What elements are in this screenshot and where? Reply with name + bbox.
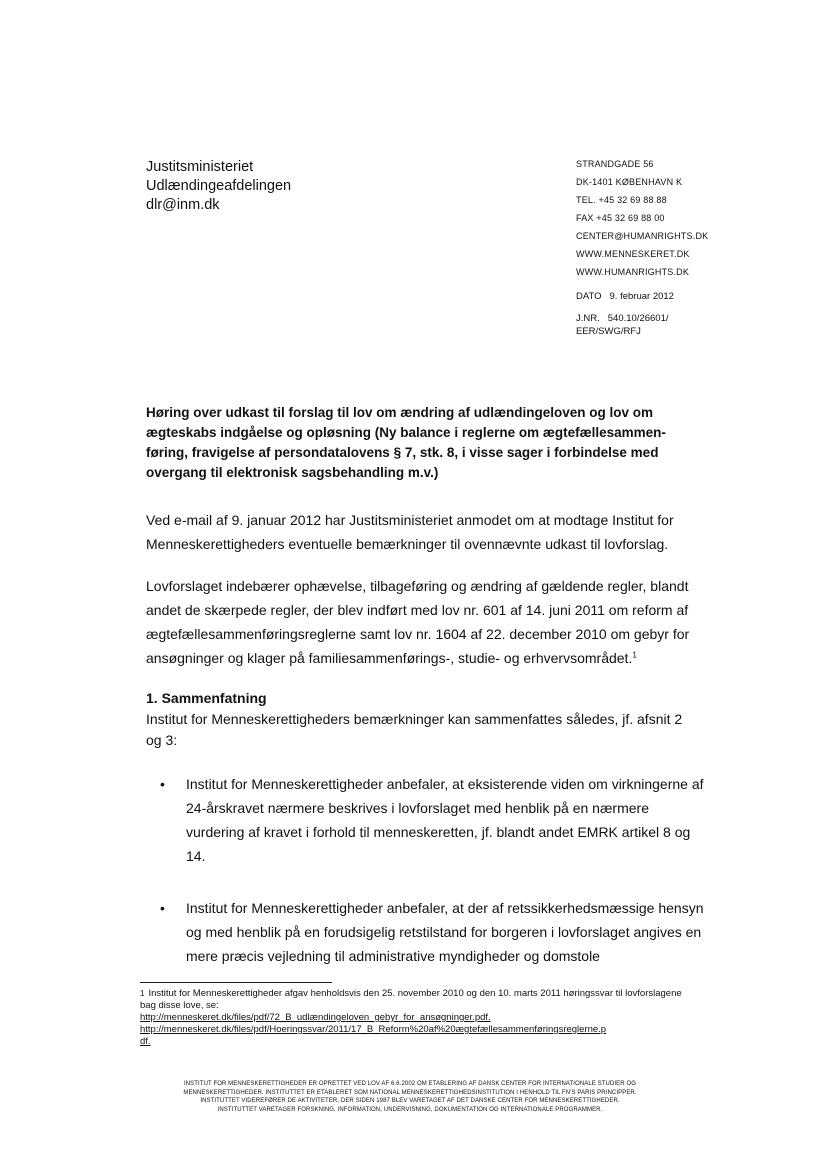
footnote-divider — [140, 982, 332, 983]
footer-line: INSTITUTTET VIDEREFØRER DE AKTIVITETER, DER SIDEN 1987 BLEV VARETAGET AF DET DANSKE CENTER FOR MENNESKERETTIGHEDER. — [200, 1098, 620, 1104]
footnote — [140, 988, 700, 1048]
date-row — [576, 290, 674, 303]
footnote-text: Institut for Menneskerettigheder afgav henholdsvis den 25. november 2010 og den 10. marts 2011 høringssvar til lovforslagene bag disse love, se: — [140, 988, 682, 1011]
section-intro: Institut for Menneskerettigheders bemærkninger kan sammenfattes således, jf. afsnit 2 og 3: — [146, 711, 683, 748]
sender-line: TEL. +45 32 69 88 88 — [576, 195, 667, 205]
recipient-line: Justitsministeriet — [146, 159, 254, 175]
sender-line: STRANDGADE 56 — [576, 159, 654, 169]
footer-line: INSTITUTTET VARETAGER FORSKNING, INFORMATION, UNDERVISNING, DOKUMENTATION OG INTERNATIONALE PROGRAMMER. — [217, 1106, 603, 1113]
date-label: DATO — [576, 291, 602, 302]
footnote-link-2-continued[interactable]: df. — [140, 1036, 151, 1047]
footnote-link-1[interactable]: http://menneskeret.dk/files/pdf/72_B_udlændingeloven_gebyr_for_ansøgninger.pdf. — [140, 1012, 491, 1023]
letter-subject: Høring over udkast til forslag til lov om ændring af udlændingeloven og lov om ægteskabs indgåelse og opløsning (Ny balance i reglerne om ægtefællesammen-føring, fravigelse af persondatalovens § 7, stk. 8, i visse sager i forbindelse med overgang til elektronisk sagsbehandling m.v.) — [146, 405, 666, 480]
sender-line: WWW.MENNESKERET.DK — [576, 249, 690, 259]
footnote-ref: 1 — [632, 650, 637, 660]
recipient-line: Udlændingeafdelingen — [146, 178, 292, 194]
sender-line: CENTER@HUMANRIGHTS.DK — [576, 231, 709, 241]
recipient-address — [146, 158, 291, 215]
page-footer — [140, 1080, 680, 1114]
recipient-email: dlr@inm.dk — [146, 197, 220, 213]
paragraph-background — [146, 574, 691, 670]
list-item — [146, 896, 706, 968]
section-heading: 1. Sammenfatning — [146, 690, 267, 706]
paragraph-text: Lovforslaget indebærer ophævelse, tilbageføring og ændring af gældende regler, blandt andet de skærpede regler, der blev indført med lov nr. 601 af 14. juni 2011 om reform af ægtefællesammenføringsreglerne samt lov nr. 1604 af 22. december 2010 om gebyr for ansøgninger og klager på familiesammenførings-, studie- og erhvervsområdet. — [146, 578, 690, 666]
footer-line: MENNESKERETTIGHEDER. INSTITUTTET ER ETABLERET SOM NATIONAL MENNESKERETTIGHEDSINSTITUTION I HENHOLD TIL FN'S PARIS PRINCIPPER. — [183, 1089, 637, 1096]
date-value: 9. februar 2012 — [609, 291, 674, 302]
bullet-icon: • — [160, 776, 165, 792]
summary-bullet-list — [146, 772, 706, 996]
list-item — [146, 772, 706, 868]
jnr-label: J.NR. — [576, 313, 600, 324]
footnote-body — [140, 988, 700, 1012]
sender-line: FAX +45 32 69 88 00 — [576, 213, 665, 223]
jnr-row — [576, 312, 674, 325]
footer-line: INSTITUT FOR MENNESKERETTIGHEDER ER OPRETTET VED LOV AF 6.6.2002 OM ETABLERING AF DANSK CENTER FOR INTERNATIONALE STUDIER OG — [183, 1081, 637, 1087]
paragraph-intro: Ved e-mail af 9. januar 2012 har Justitsministeriet anmodet om at modtage Institut for Menneskerettigheders eventuelle bemærkninger til ovennævnte udkast til lovforslag. — [146, 512, 674, 552]
letter-meta — [576, 290, 674, 338]
bullet-text: Institut for Menneskerettigheder anbefaler, at der af retssikkerhedsmæssige hensyn og med henblik på en forudsigelig retstilstand for borgeren i lovforslaget angives en mere præcis vejledning til administrative myndigheder og domstole — [186, 900, 704, 964]
sender-line: DK-1401 KØBENHAVN K — [576, 177, 683, 187]
jnr-value: 540.10/26601/ — [607, 313, 669, 324]
bullet-text: Institut for Menneskerettigheder anbefaler, at eksisterende viden om virkningerne af 24-årskravet nærmere beskrives i lovforslaget med henblik på en nærmere vurdering af kravet i forhold til menneskeretten, jf. blandt andet EMRK artikel 8 og 14. — [186, 776, 704, 864]
sender-address — [576, 155, 708, 281]
sender-line: WWW.HUMANRIGHTS.DK — [576, 267, 690, 277]
bullet-icon: • — [160, 900, 165, 916]
section-summary — [146, 688, 691, 751]
jnr-value-2: EER/SWG/RFJ — [576, 326, 641, 337]
footnote-link-2[interactable]: http://menneskeret.dk/files/pdf/Hoeringssvar/2011/17_B_Reform%20af%20ægtefællesammenføringsreglerne.p — [140, 1024, 607, 1035]
footnote-number: 1 — [140, 989, 145, 998]
